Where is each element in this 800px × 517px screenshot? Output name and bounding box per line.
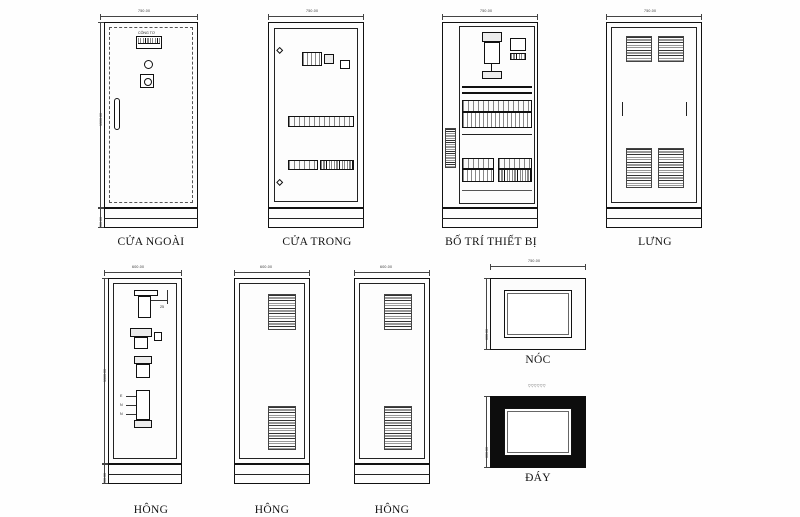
mcb-row-2 [462, 158, 494, 169]
caption-side-right: HÔNG [374, 504, 410, 516]
louver-lower-right [658, 148, 684, 188]
plinth-line [104, 218, 198, 219]
plinth-line [234, 474, 310, 475]
view-equipment-layout [436, 8, 546, 248]
dimension-line-width [490, 266, 586, 267]
dimension-height-1300: 1300.00 [103, 369, 107, 382]
door-handle [114, 98, 120, 130]
meter-display [138, 38, 160, 44]
terminal-label-e: E [120, 394, 123, 398]
dimension-line-width [100, 16, 198, 17]
rail-bracket-body [138, 296, 151, 318]
terminal-leader-3 [126, 414, 136, 415]
dimension-height-1300: 1300.00 [99, 113, 103, 126]
louver-upper-left [626, 36, 652, 62]
louver-upper-right [658, 36, 684, 62]
busbar-upper [462, 86, 532, 88]
terminal-row-upper [288, 116, 354, 127]
terminal-row-lower [288, 160, 318, 170]
dimension-depth-600: 600.00 [485, 447, 489, 458]
caption-inner-door: CỬA TRONG [282, 236, 352, 248]
louver-top [268, 294, 296, 330]
view-outer-door [96, 8, 206, 248]
device-mount-1-side [154, 332, 162, 341]
terminal-label-n2: N [120, 412, 123, 416]
aux-device-terminals [510, 53, 526, 60]
louver-top [384, 294, 412, 330]
mcb-row-1-bodies [462, 112, 532, 128]
indicator-lamp [144, 60, 153, 69]
louver-bottom [384, 406, 412, 450]
plinth-line [108, 474, 182, 475]
hinge-mark-left [622, 102, 623, 116]
dimension-line-width [606, 16, 702, 17]
view-side-internal [96, 264, 206, 516]
busbar-lower [462, 92, 532, 94]
view-side-left [228, 264, 328, 516]
plinth-line [268, 218, 364, 219]
mcb-row-3 [498, 158, 532, 169]
base-rail [462, 190, 532, 191]
view-bottom-plate [476, 382, 616, 508]
bracket-leader [151, 300, 167, 301]
dimension-width-750: 750.00 [528, 259, 541, 263]
caption-side-internal: HÔNG [133, 504, 169, 516]
view-side-right [348, 264, 448, 516]
device-mount-1 [130, 328, 152, 337]
switch-knob-icon [144, 78, 152, 86]
back-panel-frame [611, 27, 697, 203]
device-mount-2 [134, 356, 152, 364]
bracket-note: 25 [160, 305, 164, 309]
dimension-width-750: 750.00 [138, 9, 151, 13]
mcb-row-3-bodies [498, 169, 532, 182]
dimension-width-600: 600.00 [260, 265, 273, 269]
aux-device-block [510, 38, 526, 51]
dimension-base-200: 200.00 [103, 473, 107, 484]
hinge-mark-right [686, 102, 687, 116]
dimension-width-750: 750.00 [306, 9, 319, 13]
view-top-plate [476, 258, 616, 378]
caption-top-plate: NÓC [525, 354, 551, 366]
terminal-label-n1: N [120, 403, 123, 407]
terminal-block-foot [134, 420, 152, 428]
plinth-line [606, 218, 702, 219]
dimension-note: ▽▽▽▽▽▽ [528, 384, 546, 388]
meter-window [136, 36, 162, 49]
louver-lower-left [626, 148, 652, 188]
caption-side-left: HÔNG [254, 504, 290, 516]
caption-equipment-layout: BỐ TRÍ THIẾT BỊ [445, 236, 537, 248]
main-breaker-body [484, 42, 500, 64]
mcb-row-2-bodies [462, 169, 494, 182]
terminal-leader-1 [126, 396, 136, 397]
device-mount-1-body [134, 337, 148, 349]
main-breaker-base [482, 71, 502, 79]
outer-door-gasket [109, 27, 193, 203]
dimension-line-width [268, 16, 364, 17]
dimension-width-750: 750.00 [644, 9, 657, 13]
terminal-row-lower-extension [320, 160, 354, 170]
louver-bottom [268, 406, 296, 450]
terminal-leader-2 [126, 405, 136, 406]
caption-outer-door: CỬA NGOÀI [117, 236, 185, 248]
view-back [600, 8, 710, 248]
terminal-block [136, 390, 150, 420]
bracket-leader-v [167, 290, 168, 304]
view-inner-door [262, 8, 372, 248]
dimension-line-width [104, 272, 182, 273]
device-mount-2-body [136, 364, 150, 378]
plinth-line [442, 218, 538, 219]
dimension-width-600: 600.00 [132, 265, 145, 269]
separator-line [462, 134, 532, 135]
meter-label: CÔNG TƠ [138, 31, 155, 35]
dimension-base-200: 200.00 [99, 217, 103, 228]
top-plate-opening-inner [507, 293, 569, 335]
breaker-block [302, 52, 322, 66]
breaker-handle [491, 64, 492, 71]
dimension-width-750: 750.00 [480, 9, 493, 13]
dimension-line-width [354, 272, 430, 273]
dimension-width-600: 600.00 [380, 265, 393, 269]
dimension-line-width [234, 272, 310, 273]
dimension-depth-600: 600.00 [485, 329, 489, 340]
caption-bottom-plate: ĐÁY [525, 472, 551, 484]
main-breaker [482, 32, 502, 42]
mcb-row-1 [462, 100, 532, 112]
bottom-plate-opening-inner [507, 411, 569, 453]
side-louver-left [445, 128, 456, 168]
plinth-line [354, 474, 430, 475]
device-block [324, 54, 334, 64]
caption-back: LƯNG [638, 236, 672, 248]
dimension-line-width [442, 16, 538, 17]
device-block-small [340, 60, 350, 69]
